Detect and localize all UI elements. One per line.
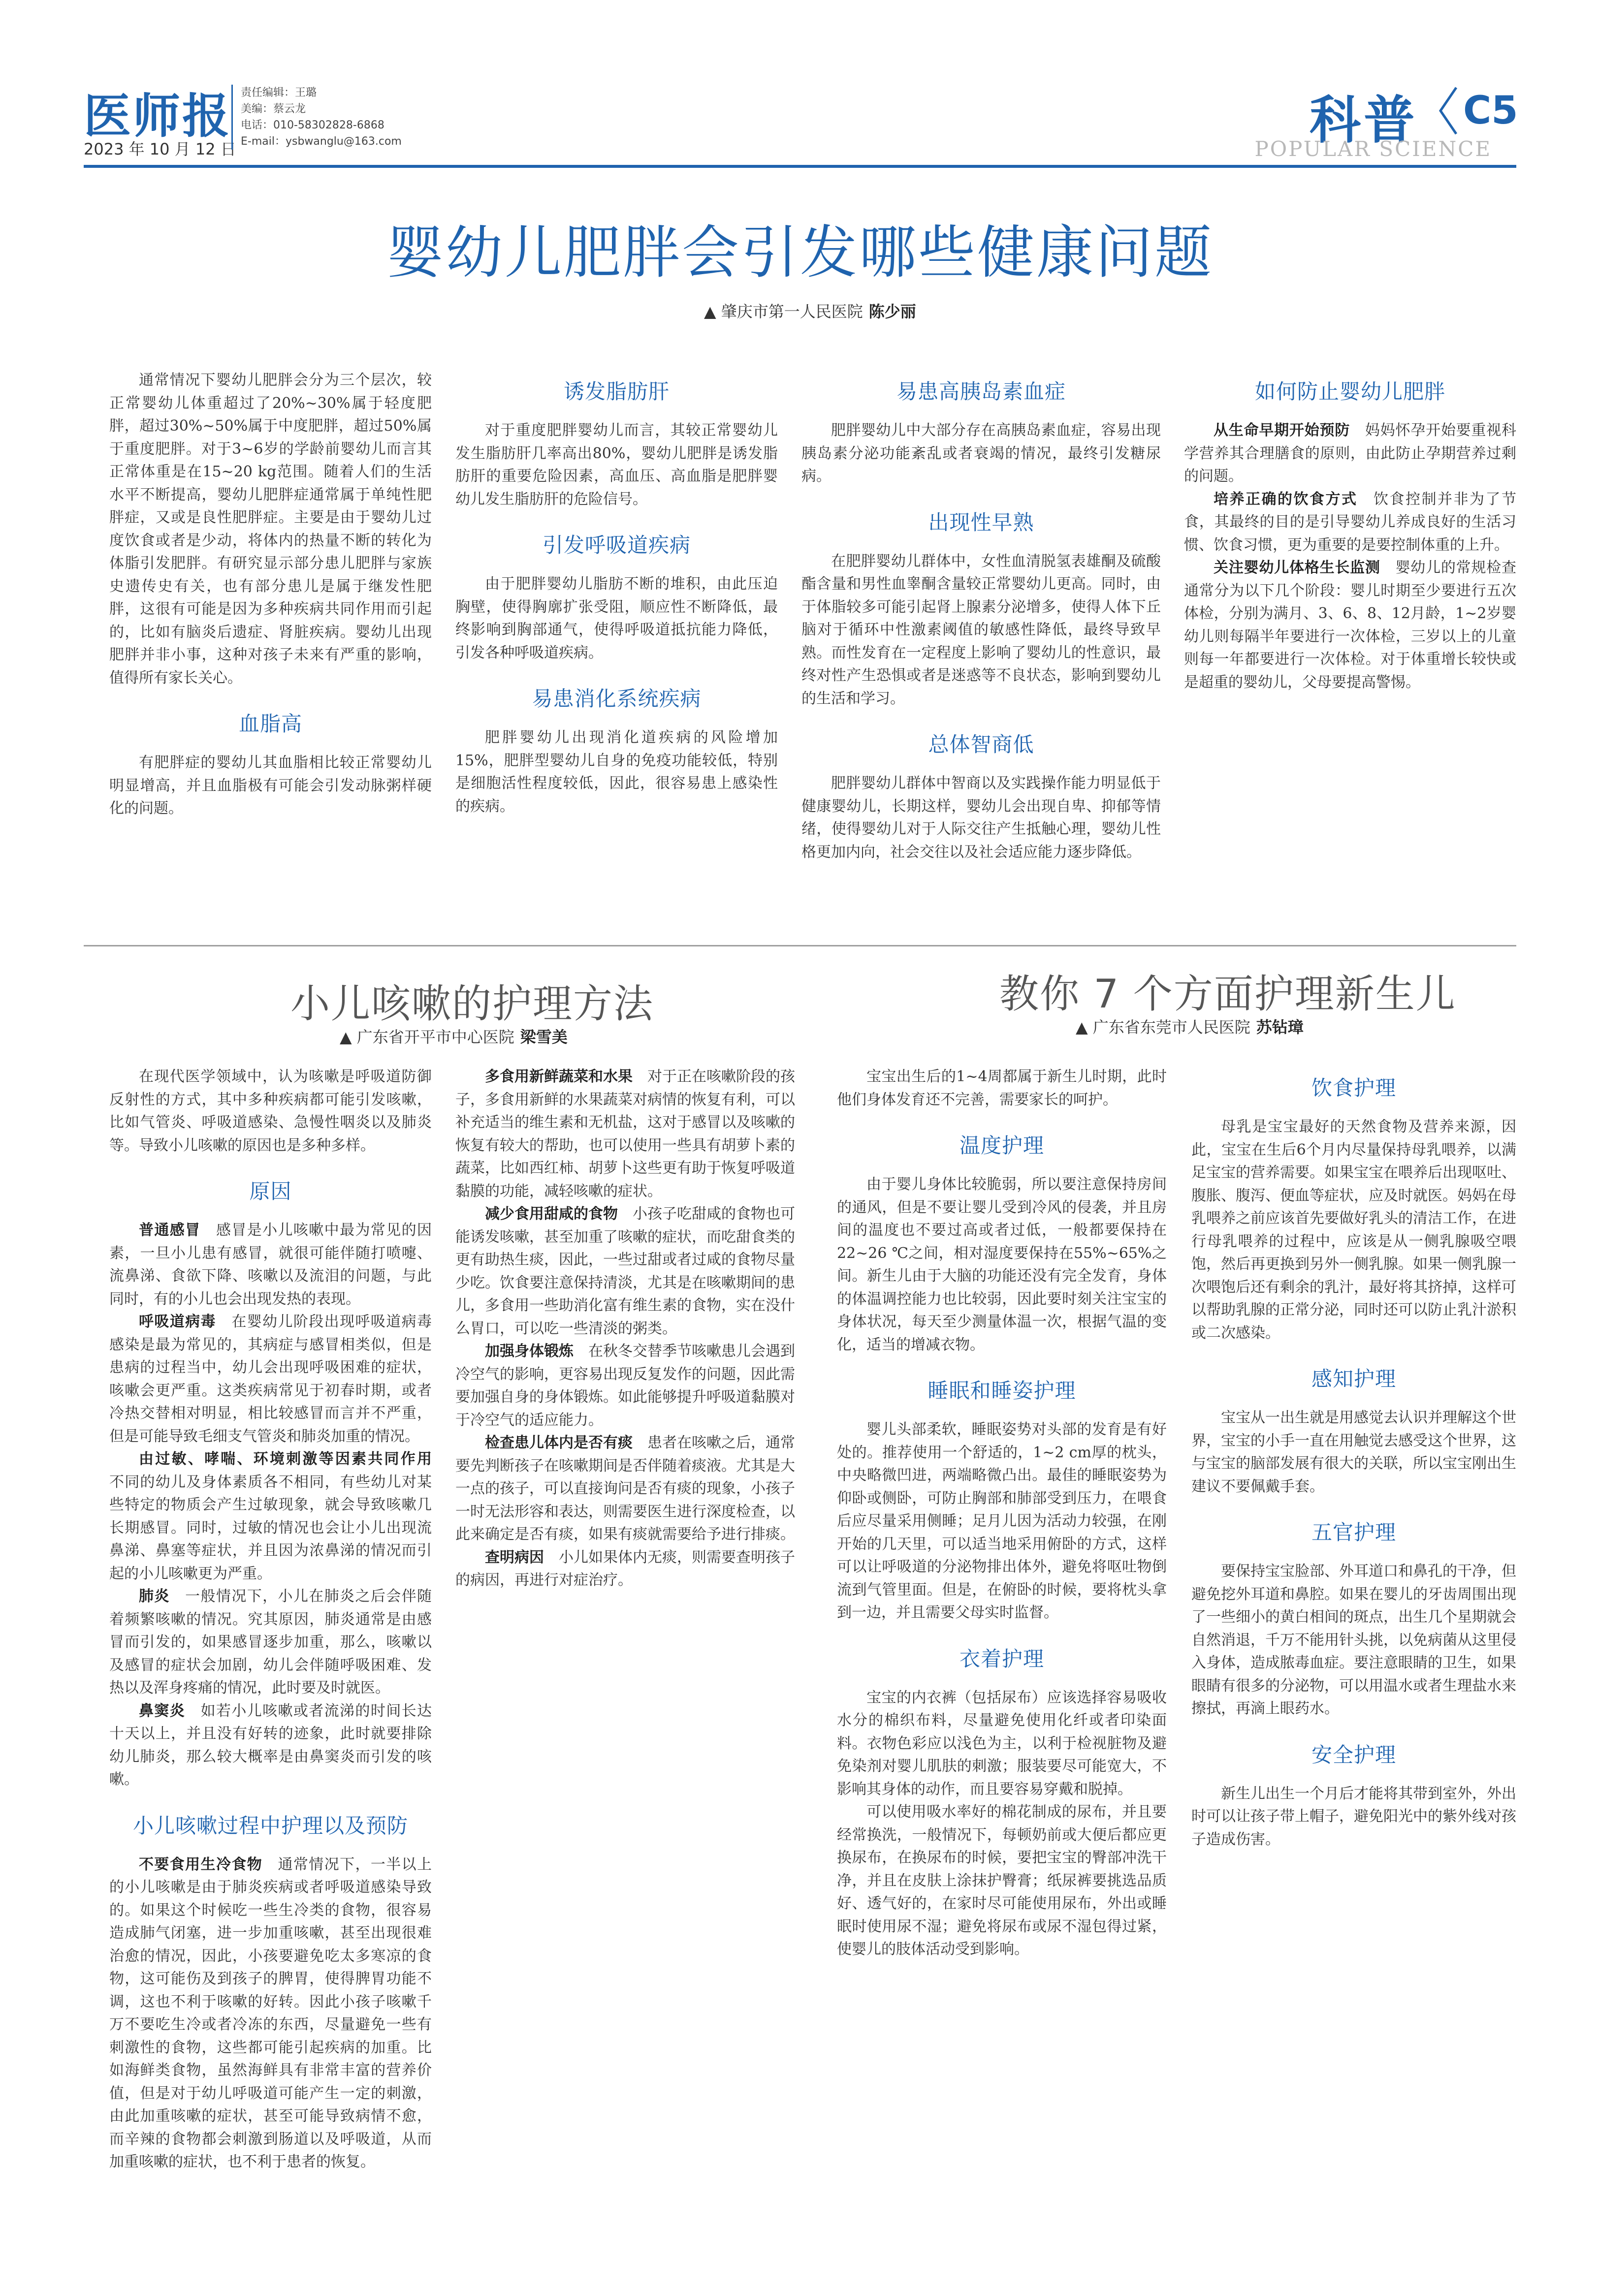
paragraph: 宝宝出生后的1~4周都属于新生儿时期，此时他们身体发育还不完善，需要家长的呵护。 <box>837 1068 1167 1108</box>
paragraph-lead: 关注婴幼儿体格生长监测 <box>1214 559 1380 576</box>
paragraph-lead: 鼻窦炎 <box>139 1702 186 1720</box>
paragraph: 多食用新鲜蔬菜和水果 对于正在咳嗽阶段的孩子，多食用新鲜的水果蔬菜对病情的恢复有利，可以补充适当的维生素和无机盐，这对于感冒以及咳嗽的恢复有较大的帮助，也可以使用一些具有胡萝卜素的蔬菜，比如西红柿、胡萝卜这些更有助于恢复呼吸道黏膜的功能，减轻咳嗽的症状。 <box>455 1068 795 1200</box>
section-heading: 温度护理 <box>959 1133 1044 1158</box>
section-heading: 小儿咳嗽过程中护理以及预防 <box>132 1813 408 1838</box>
paragraph: 普通感冒 感冒是小儿咳嗽中最为常见的因素，一旦小儿患有感冒，就很可能伴随打喷嚏、流鼻涕、食欲下降、咳嗽以及流泪的问题，与此同时，有的小儿也会出现发热的表现。 <box>109 1222 432 1308</box>
art-editor-name: 美编：蔡云龙 <box>241 103 306 115</box>
section-heading: 安全护理 <box>1311 1742 1396 1767</box>
paragraph-lead: 从生命早期开始预防 <box>1214 422 1350 439</box>
paragraph: 要保持宝宝脸部、外耳道口和鼻孔的干净，但避免挖外耳道和鼻腔。如果在婴儿的牙齿周围出现了一些细小的黄白相间的斑点，出生几个星期就会自然消退，千万不能用针头挑，以免病菌从这里侵入身体，造成脓毒血症。要注意眼睛的卫生，如果眼睛有很多的分泌物，可以用温水或者生理盐水来擦拭，再滴上眼药水。 <box>1191 1563 1516 1717</box>
paragraph: 不要食用生冷食物 通常情况下，一半以上的小儿咳嗽是由于肺炎疾病或者呼吸道感染导致的。如果这个时候吃一些生冷类的食物，很容易造成肺气闭塞，进一步加重咳嗽，甚至出现很难治愈的情况，因此，小孩要避免吃太多寒凉的食物，这可能伤及到孩子的脾胃，使得脾胃功能不调，这也不利于咳嗽的好转。因此小孩子咳嗽千万不要吃生冷或者冷冻的东西，尽量避免一些有刺激性的食物，这些都可能引起疾病的加重。比如海鲜类食物，虽然海鲜具有非常丰富的营养价值，但是对于幼儿呼吸道可能产生一定的刺激，由此加重咳嗽的症状，甚至可能导致病情不愈，而辛辣的食物都会刺激到肠道以及呼吸道，从而加重咳嗽的症状，也不利于患者的恢复。 <box>109 1856 432 2170</box>
editor-phone: 电话：010-58302828-6868 <box>241 119 384 131</box>
article2-byline <box>340 1025 568 1047</box>
paragraph-lead: 普通感冒 <box>139 1222 201 1239</box>
section-heading: 饮食护理 <box>1311 1076 1396 1100</box>
article3-column-1 <box>837 1066 1167 2266</box>
paragraph: 母乳是宝宝最好的天然食物及营养来源，因此，宝宝在生后6个月内尽量保持母乳喂养，以满足宝宝的营养需要。如果宝宝在喂养后出现呕吐、腹胀、腹泻、便血等症状，应及时就医。妈妈在母乳喂养之前应该首先要做好乳头的清洁工作，在进行母乳喂养的过程中，应该是从一侧乳腺吸空喂饱，然后再更换到另外一侧乳腺。如果一侧乳腺一次喂饱后还有剩余的乳汁，最好将其挤掉，这样可以帮助乳腺的正常分泌，同时还可以防止乳汁淤积或二次感染。 <box>1191 1118 1516 1342</box>
paragraph: 宝宝的内衣裤（包括尿布）应该选择容易吸收水分的棉织布料，尽量避免使用化纤或者印染面料。衣物色彩应以浅色为主，以利于检视脏物及避免染剂对婴儿肌肤的刺激；服装要尽可能宽大，不影响其身体的动作，而且要容易穿戴和脱掉。 <box>837 1689 1167 1798</box>
masthead <box>84 79 1516 165</box>
section-heading: 血脂高 <box>238 712 302 736</box>
paragraph-lead: 减少食用甜咸的食物 <box>485 1205 618 1223</box>
paragraph: 肥胖婴幼儿群体中智商以及实践操作能力明显低于健康婴幼儿，长期这样，婴幼儿会出现自卑、抑郁等情绪，使得婴幼儿对于人际交往产生抵触心理，婴幼儿性格更加内向，社会交往以及社会适应能力逐步降低。 <box>801 775 1161 861</box>
section-heading: 诱发脂肪肝 <box>563 379 670 404</box>
section-heading: 如何防止婴幼儿肥胖 <box>1254 379 1445 404</box>
paragraph: 由于婴儿身体比较脆弱，所以要注意保持房间的通风，但是不要让婴儿受到冷风的侵袭，并且房间的温度也不要过高或者过低，一般都要保持在22~26 ℃之间，相对湿度要保持在55%~65%之间。新生儿由于大脑的功能还没有完全发育，身体的体温调控能力也比较弱，因此要时刻关注宝宝的身体状况，每天至少测量体温一次，根据气温的变化，适当的增减衣物。 <box>837 1176 1167 1353</box>
section-heading: 总体智商低 <box>928 732 1034 756</box>
section-heading: 五官护理 <box>1311 1520 1396 1544</box>
paragraph-lead: 检查患儿体内是否有痰 <box>485 1434 633 1451</box>
article2-title: 小儿咳嗽的护理方法 <box>290 981 654 1027</box>
paragraph-lead: 查明病因 <box>485 1548 544 1566</box>
paragraph: 鼻窦炎 如若小儿咳嗽或者流涕的时间长达十天以上，并且没有好转的迹象，此时就要排除幼儿肺炎，那么较大概率是由鼻窦炎而引发的咳嗽。 <box>109 1702 432 1788</box>
article3-title: 教你 7 个方面护理新生儿 <box>999 971 1456 1017</box>
editor-name: 责任编辑：王璐 <box>241 87 317 99</box>
article2-column-2 <box>455 1066 795 2266</box>
article3-author: 苏钻璋 <box>1256 1018 1304 1037</box>
paragraph-lead: 不要食用生冷食物 <box>139 1856 263 1873</box>
paragraph-lead: 加强身体锻炼 <box>485 1343 574 1360</box>
paragraph: 检查患儿体内是否有痰 患者在咳嗽之后，通常要先判断孩子在咳嗽期间是否伴随着痰液。尤其是大一点的孩子，可以直接询问是否有痰的现象，小孩子一时无法形容和表达，则需要医生进行深度检查，以此来确定是否有痰，如果有痰就需要给予进行排痰。 <box>455 1434 795 1543</box>
paragraph-lead: 多食用新鲜蔬菜和水果 <box>485 1068 633 1085</box>
article1-column-3 <box>801 369 1161 925</box>
article1-title: 婴幼儿肥胖会引发哪些健康问题 <box>386 220 1214 286</box>
article3-byline <box>1076 1015 1304 1038</box>
newspaper-logo: 医师报 <box>84 89 231 144</box>
paragraph: 有肥胖症的婴幼儿其血脂相比较正常婴幼儿明显增高，并且血脂极有可能会引发动脉粥样硬化的问题。 <box>109 754 432 817</box>
section-heading: 引发呼吸道疾病 <box>542 533 691 557</box>
paragraph-lead: 肺炎 <box>139 1588 170 1605</box>
paragraph: 在肥胖婴幼儿群体中，女性血清脱氢表雄酮及硫酸酯含量和男性血睾酮含量较正常婴幼儿更高。同时，由于体脂较多可能引起肾上腺素分泌增多，使得人体下丘脑对于循环中性激素阈值的敏感性降低，最终导致早熟。而性发育在一定程度上影响了婴幼儿的性意识，最终对性产生恐惧或者是迷惑等不良状态，影响到婴幼儿的生活和学习。 <box>801 552 1161 707</box>
paragraph: 减少食用甜咸的食物 小孩子吃甜咸的食物也可能诱发咳嗽，甚至加重了咳嗽的症状，而吃甜食类的更有助热生痰，因此，一些过甜或者过咸的食物尽量少吃。饮食要注意保持清淡，尤其是在咳嗽期间的患儿，多食用一些助消化富有维生素的食物，实在没什么胃口，可以吃一些清淡的粥类。 <box>455 1205 795 1337</box>
article3-column-2 <box>1191 1066 1516 2266</box>
paragraph: 肥胖婴幼儿出现消化道疾病的风险增加15%，肥胖型婴幼儿自身的免疫功能较低，特别是细胞活性程度较低，因此，很容易患上感染性的疾病。 <box>455 729 778 815</box>
section-name: 科普 <box>1310 90 1418 150</box>
article1-hospital: ▲ 肇庆市第一人民医院 <box>704 302 863 321</box>
paragraph: 由过敏、哮喘、环境刺激等因素共同作用 不同的幼儿及身体素质各不相同，有些幼儿对某些特定的物质会产生过敏现象，就会导致咳嗽几长期感冒。同时，过敏的情况也会让小儿出现流鼻涕、鼻塞等症状，并且因为浓鼻涕的情况而引起的小儿咳嗽更为严重。 <box>109 1450 432 1582</box>
paragraph: 通常情况下婴幼儿肥胖会分为三个层次，较正常婴幼儿体重超过了20%~30%属于轻度肥胖，超过30%~50%属于中度肥胖，超过50%属于重度肥胖。对于3~6岁的学龄前婴幼儿而言其正常体重是在15~20 kg范围。随着人们的生活水平不断提高，婴幼儿肥胖症通常属于单纯性肥胖症，又或是良性肥胖症。主要是由于婴幼儿过度饮食或者是少动，将体内的热量不断的转化为体脂引发肥胖。有研究显示部分患儿肥胖与家族史遗传史有关，也有部分患儿是属于继发性肥胖，这很有可能是因为多种疾病共同作用而引起的，比如有脑炎后遗症、肾脏疾病。婴幼儿出现肥胖并非小事，这种对孩子未来有严重的影响，值得所有家长关心。 <box>109 372 432 687</box>
paragraph-lead: 由过敏、哮喘、环境刺激等因素共同作用 <box>139 1450 432 1468</box>
article1-column-4 <box>1184 369 1516 925</box>
article1-author: 陈少丽 <box>868 302 916 321</box>
paragraph: 新生儿出生一个月后才能将其带到室外，外出时可以让孩子带上帽子，避免阳光中的紫外线对孩子造成伤害。 <box>1191 1785 1516 1848</box>
paragraph-lead: 培养正确的饮食方式 <box>1214 490 1358 508</box>
paragraph: 在现代医学领域中，认为咳嗽是呼吸道防御反射性的方式，其中多种疾病都可能引发咳嗽，比如气管炎、呼吸道感染、急慢性咽炎以及肺炎等。导致小儿咳嗽的原因也是多种多样。 <box>109 1068 432 1154</box>
editor-info <box>231 85 402 150</box>
section-heading: 衣着护理 <box>959 1646 1044 1671</box>
paragraph: 由于肥胖婴幼儿脂肪不断的堆积，由此压迫胸壁，使得胸廓扩张受阻，顺应性不断降低，最终影响到胸部通气，使得呼吸道抵抗能力降低，引发各种呼吸道疾病。 <box>455 575 778 661</box>
page-code: C5 <box>1463 89 1518 133</box>
article1-byline <box>704 299 916 322</box>
paragraph: 肺炎 一般情况下，小儿在肺炎之后会伴随着频繁咳嗽的情况。究其原因，肺炎通常是由感冒而引发的，如果感冒逐步加重，那么，咳嗽以及感冒的症状会加剧，幼儿会伴随呼吸困难、发热以及浑身疼痛的情况，此时要及时就医。 <box>109 1588 432 1697</box>
section-heading: 感知护理 <box>1311 1367 1396 1391</box>
editor-email: E-mail：ysbwanglu@163.com <box>241 135 402 148</box>
article1-column-2 <box>455 369 778 925</box>
article-divider <box>84 945 1516 946</box>
section-name-english: POPULAR SCIENCE <box>1254 137 1492 161</box>
article2-column-1 <box>109 1066 432 2266</box>
paragraph: 从生命早期开始预防 妈妈怀孕开始要重视科学营养其合理膳食的原则，由此防止孕期营养过剩的问题。 <box>1184 422 1516 485</box>
article2-author: 梁雪美 <box>520 1028 568 1046</box>
section-heading: 易患消化系统疾病 <box>532 687 702 711</box>
article2-hospital: ▲ 广东省开平市中心医院 <box>340 1028 514 1046</box>
header-rule <box>84 165 1516 168</box>
section-heading: 睡眠和睡姿护理 <box>927 1379 1076 1403</box>
paragraph: 加强身体锻炼 在秋冬交替季节咳嗽患儿会遇到冷空气的影响，更容易出现反复发作的问题，因此需要加强自身的身体锻炼。如此能够提升呼吸道黏膜对于冷空气的适应能力。 <box>455 1343 795 1429</box>
article3-hospital: ▲ 广东省东莞市人民医院 <box>1076 1018 1250 1037</box>
paragraph: 关注婴幼儿体格生长监测 婴幼儿的常规检查通常分为以下几个阶段：婴儿时期至少要进行五次体检，分别为满月、3、6、8、12月龄，1~2岁婴幼儿则每隔半年要进行一次体检，三岁以上的儿童则每一年都要进行一次体检。对于体重增长较快或是超重的婴幼儿，父母要提高警惕。 <box>1184 559 1516 691</box>
publication-date: 2023 年 10 月 12 日 <box>84 140 236 158</box>
section-heading: 出现性早熟 <box>928 510 1034 535</box>
paragraph: 肥胖婴幼儿中大部分存在高胰岛素血症，容易出现胰岛素分泌功能紊乱或者衰竭的情况，最终引发糖尿病。 <box>801 422 1161 485</box>
section-heading: 原因 <box>249 1179 292 1203</box>
paragraph-lead: 呼吸道病毒 <box>139 1313 216 1330</box>
paragraph: 婴儿头部柔软，睡眠姿势对头部的发育是有好处的。推荐使用一个舒适的，1~2 cm厚的枕头，中央略微凹进，两端略微凸出。最佳的睡眠姿势为仰卧或侧卧，可防止胸部和肺部受到压力，在喂食后应尽量采用侧睡；足月儿因为活动力较强，在刚开始的几天里，可以适当地采用俯卧的方式，这样可以让呼吸道的分泌物排出体外，避免将呕吐物倒流到气管里面。但是，在俯卧的时候，要将枕头拿到一边，并且需要父母实时监督。 <box>837 1421 1167 1621</box>
paragraph: 对于重度肥胖婴幼儿而言，其较正常婴幼儿发生脂肪肝几率高出80%，婴幼儿肥胖是诱发脂肪肝的重要危险因素，高血压、高血脂是肥胖婴幼儿发生脂肪肝的危险信号。 <box>455 422 778 508</box>
paragraph: 可以使用吸水率好的棉花制成的尿布，并且要经常换洗，一般情况下，每顿奶前或大便后都应更换尿布，在换尿布的时候，要把宝宝的臀部冲洗干净，并且在皮肤上涂抹护臀膏；纸尿裤要挑选品质好、透气好的，在家时尽可能使用尿布，外出或睡眠时使用尿不湿；避免将尿布或尿不湿包得过紧，使婴儿的肢体活动受到影响。 <box>837 1803 1167 1958</box>
paragraph: 培养正确的饮食方式 饮食控制并非为了节食，其最终的目的是引导婴幼儿养成良好的生活习惯、饮食习惯，更为重要的是要控制体重的上升。 <box>1184 490 1516 554</box>
paragraph: 查明病因 小儿如果体内无痰，则需要查明孩子的病因，再进行对症治疗。 <box>455 1548 795 1589</box>
paragraph: 呼吸道病毒 在婴幼儿阶段出现呼吸道病毒感染是最为常见的，其病症与感冒相类似，但是患病的过程当中，幼儿会出现呼吸困难的症状，咳嗽会更严重。这类疾病常见于初春时期，或者冷热交替相对明显，相比较感冒而言并不严重，但是可能导致毛细支气管炎和肺炎加重的情况。 <box>109 1313 432 1445</box>
section-heading: 易患高胰岛素血症 <box>896 379 1066 404</box>
article1-column-1 <box>109 369 432 925</box>
paragraph: 宝宝从一出生就是用感觉去认识并理解这个世界，宝宝的小手一直在用触觉去感受这个世界，这与宝宝的脑部发展有很大的关联，所以宝宝刚出生建议不要佩戴手套。 <box>1191 1409 1516 1495</box>
